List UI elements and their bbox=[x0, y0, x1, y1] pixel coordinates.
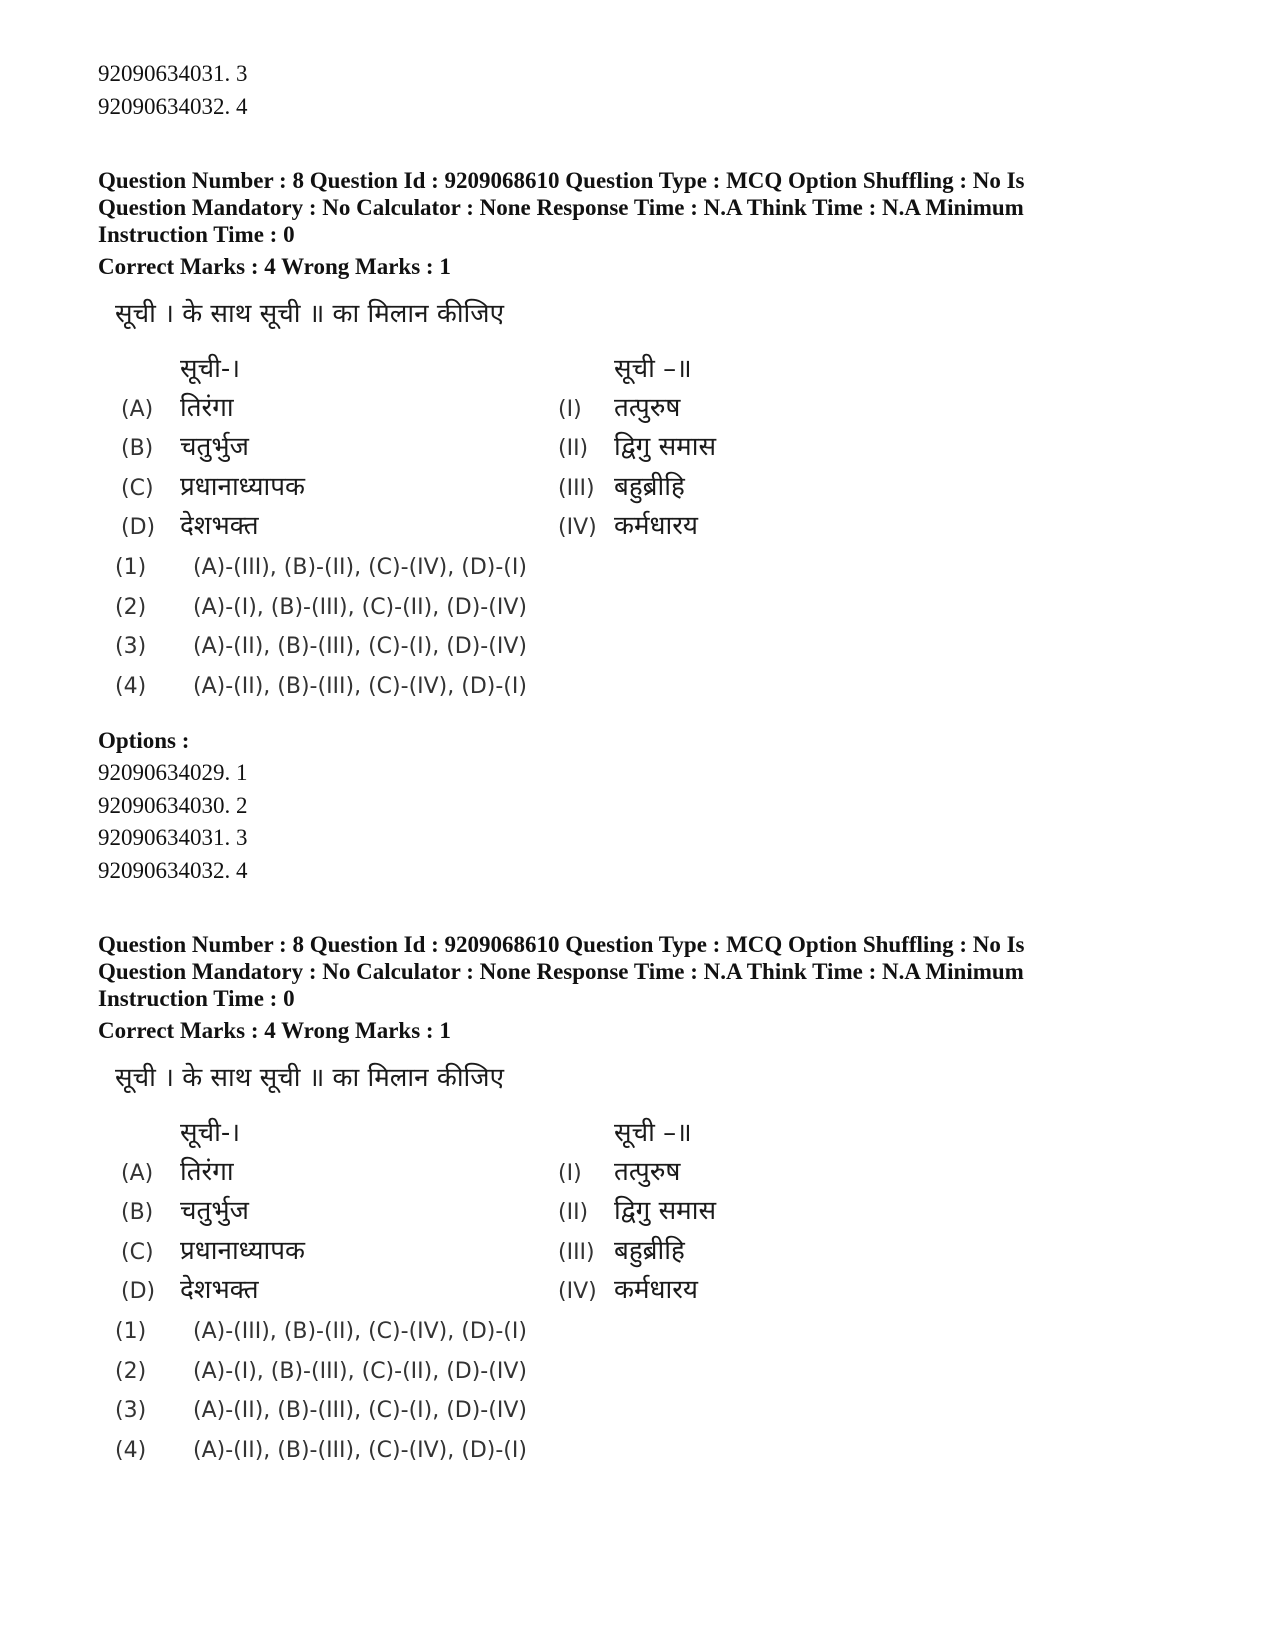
marks-line: Correct Marks : 4 Wrong Marks : 1 bbox=[98, 1018, 451, 1043]
list1-item: देशभक्त bbox=[180, 1275, 259, 1305]
list1-tag: (B) bbox=[121, 1200, 154, 1225]
option-line: 92090634031. 3 bbox=[98, 61, 248, 86]
list2-item: बहुब्रीहि bbox=[614, 1236, 685, 1266]
list1-tag: (D) bbox=[121, 515, 156, 540]
list2-tag: (III) bbox=[558, 1240, 595, 1265]
list1-item: चतुर्भुज bbox=[180, 432, 249, 462]
list2-tag: (I) bbox=[558, 397, 582, 422]
list2-tag: (II) bbox=[558, 1200, 589, 1225]
list2-item: तत्पुरुष bbox=[614, 1157, 681, 1187]
question-header-line: Question Number : 8 Question Id : 9209068610 Question Type : MCQ Option Shuffling : No Is bbox=[98, 168, 1025, 193]
list2-tag: (IV) bbox=[558, 1279, 597, 1304]
list2-item: कर्मधारय bbox=[614, 511, 698, 541]
list1-heading: सूची-। bbox=[180, 1118, 241, 1148]
question-header-line: Instruction Time : 0 bbox=[98, 222, 295, 247]
marks-line: Correct Marks : 4 Wrong Marks : 1 bbox=[98, 254, 451, 279]
list1-tag: (B) bbox=[121, 436, 154, 461]
choice-number: (1) bbox=[115, 1319, 147, 1344]
list1-tag: (D) bbox=[121, 1279, 156, 1304]
option-line: 92090634032. 4 bbox=[98, 94, 248, 119]
list2-item: द्विगु समास bbox=[614, 1196, 717, 1226]
question-image bbox=[98, 297, 818, 767]
choice-text: (A)-(III), (B)-(II), (C)-(IV), (D)-(I) bbox=[193, 1319, 527, 1344]
list1-tag: (A) bbox=[121, 397, 154, 422]
option-line: 92090634029. 1 bbox=[98, 760, 248, 785]
choice-number: (3) bbox=[115, 1398, 147, 1423]
question-header-line: Question Mandatory : No Calculator : None Response Time : N.A Think Time : N.A Minimum bbox=[98, 195, 1024, 220]
choice-text: (A)-(II), (B)-(III), (C)-(I), (D)-(IV) bbox=[193, 634, 527, 659]
list1-item: प्रधानाध्यापक bbox=[180, 472, 306, 502]
question-header-line: Instruction Time : 0 bbox=[98, 986, 295, 1011]
choice-text: (A)-(II), (B)-(III), (C)-(I), (D)-(IV) bbox=[193, 1398, 527, 1423]
list1-item: तिरंगा bbox=[180, 1157, 234, 1187]
list2-heading: सूची –॥ bbox=[614, 354, 692, 384]
option-line: 92090634031. 3 bbox=[98, 825, 248, 850]
list2-item: कर्मधारय bbox=[614, 1275, 698, 1305]
list2-tag: (I) bbox=[558, 1161, 582, 1186]
question-title: सूची । के साथ सूची ॥ का मिलान कीजिए bbox=[115, 1063, 504, 1093]
choice-number: (4) bbox=[115, 674, 147, 699]
question-header-line: Question Mandatory : No Calculator : None Response Time : N.A Think Time : N.A Minimum bbox=[98, 959, 1024, 984]
choice-text: (A)-(III), (B)-(II), (C)-(IV), (D)-(I) bbox=[193, 555, 527, 580]
question-image bbox=[98, 1061, 818, 1531]
list2-item: तत्पुरुष bbox=[614, 393, 681, 423]
choice-number: (1) bbox=[115, 555, 147, 580]
list1-tag: (A) bbox=[121, 1161, 154, 1186]
list2-tag: (III) bbox=[558, 476, 595, 501]
question-header-line: Question Number : 8 Question Id : 9209068610 Question Type : MCQ Option Shuffling : No Is bbox=[98, 932, 1025, 957]
question-title: सूची । के साथ सूची ॥ का मिलान कीजिए bbox=[115, 299, 504, 329]
choice-number: (4) bbox=[115, 1438, 147, 1463]
choice-text: (A)-(II), (B)-(III), (C)-(IV), (D)-(I) bbox=[193, 674, 527, 699]
list1-item: देशभक्त bbox=[180, 511, 259, 541]
options-label: Options : bbox=[98, 728, 190, 753]
list2-heading: सूची –॥ bbox=[614, 1118, 692, 1148]
list1-tag: (C) bbox=[121, 1240, 154, 1265]
choice-number: (2) bbox=[115, 1359, 147, 1384]
option-line: 92090634032. 4 bbox=[98, 858, 248, 883]
list2-tag: (IV) bbox=[558, 515, 597, 540]
list2-tag: (II) bbox=[558, 436, 589, 461]
choice-number: (2) bbox=[115, 595, 147, 620]
list2-item: बहुब्रीहि bbox=[614, 472, 685, 502]
choice-text: (A)-(II), (B)-(III), (C)-(IV), (D)-(I) bbox=[193, 1438, 527, 1463]
choice-number: (3) bbox=[115, 634, 147, 659]
list1-item: तिरंगा bbox=[180, 393, 234, 423]
choice-text: (A)-(I), (B)-(III), (C)-(II), (D)-(IV) bbox=[193, 1359, 527, 1384]
list1-heading: सूची-। bbox=[180, 354, 241, 384]
list2-item: द्विगु समास bbox=[614, 432, 717, 462]
option-line: 92090634030. 2 bbox=[98, 793, 248, 818]
list1-item: प्रधानाध्यापक bbox=[180, 1236, 306, 1266]
list1-item: चतुर्भुज bbox=[180, 1196, 249, 1226]
list1-tag: (C) bbox=[121, 476, 154, 501]
choice-text: (A)-(I), (B)-(III), (C)-(II), (D)-(IV) bbox=[193, 595, 527, 620]
